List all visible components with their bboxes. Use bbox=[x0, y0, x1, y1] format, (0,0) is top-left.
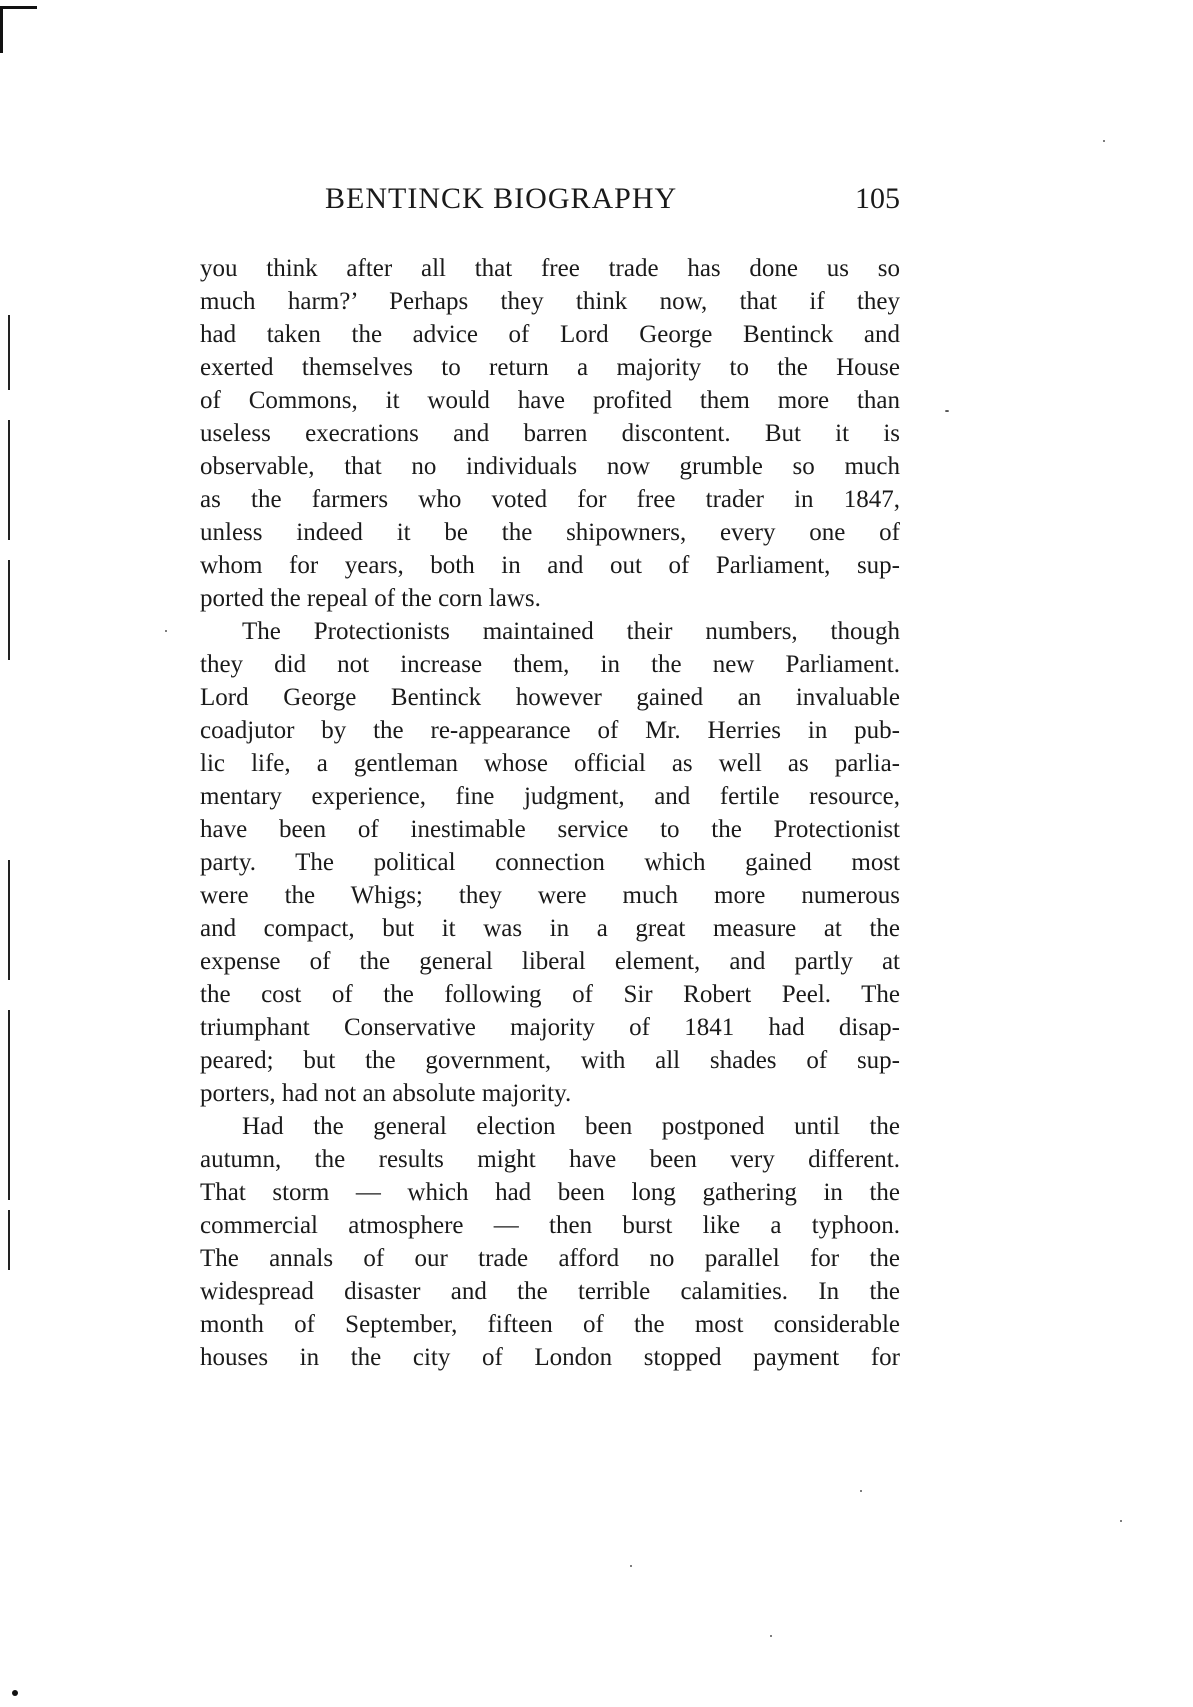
text-line: observable, that no individuals now grumble so much bbox=[200, 453, 900, 480]
scan-margin-line bbox=[8, 1010, 10, 1200]
text-line: The Protectionists maintained their numbers, though bbox=[242, 618, 900, 645]
scan-speck bbox=[945, 410, 949, 412]
scan-margin-line bbox=[8, 560, 10, 660]
text-line: coadjutor by the re-appearance of Mr. Herries in pub- bbox=[200, 717, 900, 744]
text-line: had taken the advice of Lord George Bentinck and bbox=[200, 321, 900, 348]
text-line: party. The political connection which gained most bbox=[200, 849, 900, 876]
scan-speck bbox=[1103, 140, 1105, 142]
paragraph bbox=[200, 1110, 900, 1374]
text-line: much harm?’ Perhaps they think now, that if they bbox=[200, 288, 900, 315]
text-line: lic life, a gentleman whose official as well as parlia- bbox=[200, 750, 900, 777]
text-line: ported the repeal of the corn laws. bbox=[200, 585, 541, 612]
crop-mark bbox=[0, 6, 37, 53]
scan-margin-line bbox=[8, 1210, 10, 1270]
page-number: 105 bbox=[855, 182, 900, 215]
scan-speck bbox=[860, 1490, 862, 1492]
text-line: unless indeed it be the shipowners, every one of bbox=[200, 519, 900, 546]
page-header bbox=[200, 182, 900, 226]
text-line: the cost of the following of Sir Robert Peel. The bbox=[200, 981, 900, 1008]
scan-margin-line bbox=[8, 420, 10, 540]
text-line: peared; but the government, with all shades of sup- bbox=[200, 1047, 900, 1074]
text-line: useless execrations and barren discontent. But it is bbox=[200, 420, 900, 447]
text-line: as the farmers who voted for free trader in 1847, bbox=[200, 486, 900, 513]
text-line: porters, had not an absolute majority. bbox=[200, 1080, 572, 1107]
scan-margin-line bbox=[8, 315, 10, 390]
text-line: houses in the city of London stopped payment for bbox=[200, 1344, 900, 1371]
scan-margin-line bbox=[8, 860, 10, 980]
text-line: month of September, fifteen of the most considerable bbox=[200, 1311, 900, 1338]
text-line: autumn, the results might have been very different. bbox=[200, 1146, 900, 1173]
text-line: were the Whigs; they were much more numerous bbox=[200, 882, 900, 909]
running-title: BENTINCK BIOGRAPHY bbox=[325, 182, 678, 215]
text-line: mentary experience, fine judgment, and fertile resource, bbox=[200, 783, 900, 810]
text-line: expense of the general liberal element, and partly at bbox=[200, 948, 900, 975]
text-line: they did not increase them, in the new Parliament. bbox=[200, 651, 900, 678]
paragraph bbox=[200, 252, 900, 615]
text-line: of Commons, it would have profited them more than bbox=[200, 387, 900, 414]
scan-speck bbox=[630, 1565, 632, 1567]
text-line: you think after all that free trade has done us so bbox=[200, 255, 900, 282]
scan-speck bbox=[1120, 1520, 1122, 1522]
scan-speck bbox=[165, 630, 167, 632]
text-line: That storm — which had been long gathering in the bbox=[200, 1179, 900, 1206]
text-line: commercial atmosphere — then burst like a typhoon. bbox=[200, 1212, 900, 1239]
text-line: The annals of our trade afford no parallel for the bbox=[200, 1245, 900, 1272]
text-line: Had the general election been postponed until the bbox=[242, 1113, 900, 1140]
text-line: and compact, but it was in a great measure at the bbox=[200, 915, 900, 942]
scan-speck bbox=[12, 1690, 18, 1696]
text-line: triumphant Conservative majority of 1841 had disap- bbox=[200, 1014, 900, 1041]
paragraph bbox=[200, 615, 900, 1110]
text-line: whom for years, both in and out of Parliament, sup- bbox=[200, 552, 900, 579]
scan-speck bbox=[770, 1635, 772, 1637]
text-line: exerted themselves to return a majority to the House bbox=[200, 354, 900, 381]
text-line: have been of inestimable service to the Protectionist bbox=[200, 816, 900, 843]
text-line: Lord George Bentinck however gained an invaluable bbox=[200, 684, 900, 711]
text-line: widespread disaster and the terrible calamities. In the bbox=[200, 1278, 900, 1305]
body-text bbox=[200, 252, 900, 1374]
